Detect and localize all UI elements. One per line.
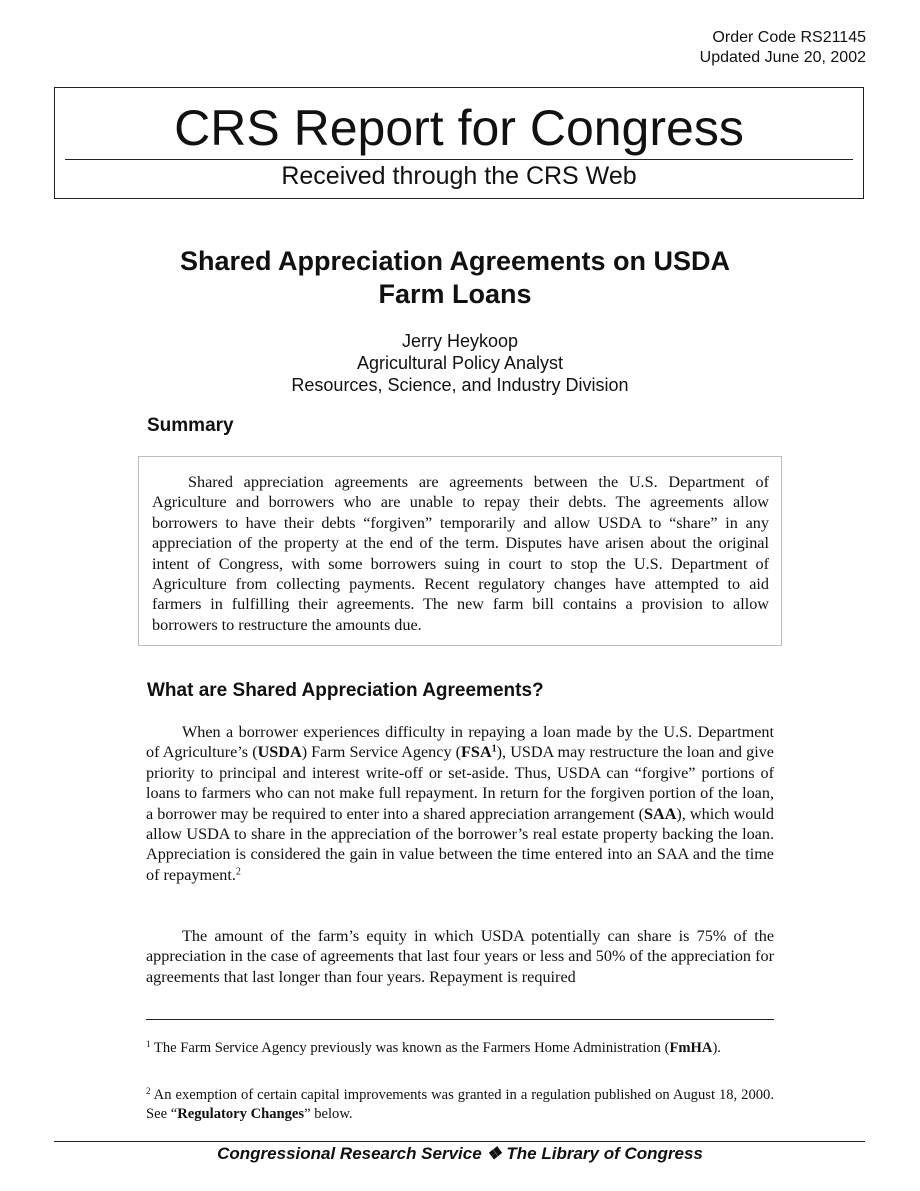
acronym-fsa [461, 743, 497, 761]
footer-loc: The Library of Congress [506, 1144, 703, 1163]
order-code: Order Code RS21145 [712, 29, 866, 46]
footnote-2-number: 2 [146, 1086, 151, 1097]
footnote-2-end: ” below. [304, 1106, 353, 1122]
document-title [100, 245, 810, 311]
author-name: Jerry Heykoop [401, 331, 519, 351]
banner-subtitle: Received through the CRS Web [281, 162, 637, 190]
author-title: Agricultural Policy Analyst [356, 353, 564, 373]
banner-divider [65, 159, 853, 160]
footnote-1 [146, 1039, 774, 1058]
footnote-2 [146, 1086, 774, 1124]
footnote-2-text: An exemption of certain capital improvements was granted in a regulation published on August 18, 2000. See “ [146, 1087, 774, 1122]
report-banner [54, 87, 864, 199]
footnote-1-end: ). [712, 1040, 721, 1056]
p1-text-2: ) Farm Service Agency ( [301, 743, 462, 762]
document-title-line1: Shared Appreciation Agreements on USDA [179, 246, 731, 276]
summary-heading: Summary [147, 415, 234, 436]
body-paragraph-1 [146, 722, 774, 885]
footer-divider [54, 1141, 865, 1142]
footnote-2-crossref: Regulatory Changes [177, 1106, 305, 1122]
footer-crs: Congressional Research Service [217, 1144, 482, 1163]
footnote-1-acronym: FmHA [669, 1040, 713, 1056]
footnote-divider [146, 1019, 774, 1020]
p1-text-3: ), USDA may restructure the loan and give priority to principal and interest write-off or set-aside. Thus, USDA can “forgive” portions of loans to farmers who can not make full repayment. In return for the forgiven portion of the loan, a borrower may be required to enter into a shared appreciation arrangement ( [146, 743, 774, 823]
body-paragraph-2: The amount of the farm’s equity in which USDA potentially can share is 75% of the appreciation in the case of agreements that last four years or less and 50% of the appreciation for agreements that last longer than four years. Repayment is required [146, 927, 774, 986]
updated-date: Updated June 20, 2002 [699, 49, 866, 66]
author-block [100, 330, 820, 396]
footnote-ref-1[interactable]: 1 [491, 743, 497, 755]
p1-text-4: ), which would allow USDA to share in the appreciation of the borrower’s real estate property backing the loan. Appreciation is considered the gain in value between the time entered into an SAA and the time of repayment. [146, 804, 774, 884]
section-heading: What are Shared Appreciation Agreements? [147, 680, 544, 701]
footnote-1-text: The Farm Service Agency previously was known as the Farmers Home Administration ( [150, 1040, 670, 1056]
page-footer [0, 1143, 920, 1165]
author-division: Resources, Science, and Industry Division [291, 375, 629, 395]
acronym-usda: USDA [257, 743, 302, 762]
banner-title: CRS Report for Congress [174, 100, 744, 156]
acronym-fsa-text: FSA [461, 743, 492, 762]
document-title-line2: Farm Loans [378, 279, 532, 309]
footnote-ref-2[interactable]: 2 [235, 866, 241, 878]
footnote-1-number: 1 [146, 1039, 151, 1050]
summary-box [138, 456, 782, 646]
order-code-block [700, 28, 866, 68]
p1-text-1: When a borrower experiences difficulty in repaying a loan made by the U.S. Department of Agriculture’s ( [146, 723, 774, 762]
acronym-saa: SAA [644, 804, 677, 823]
summary-text: Shared appreciation agreements are agreements between the U.S. Department of Agriculture and borrowers who are unable to repay their debts. The agreements allow borrowers to have their debts “forgiven” temporarily and allow USDA to “share” in any appreciation of the property at the end of the term. Disputes have arisen about the original intent of Congress, with some borrowers suing in court to stop the U.S. Department of Agriculture from collecting payments. Recent regulatory changes have attempted to aid farmers in fulfilling their agreements. The new farm bill contains a provision to allow borrowers to restructure the amounts due. [152, 473, 769, 634]
diamond-icon: ❖ [486, 1144, 502, 1163]
